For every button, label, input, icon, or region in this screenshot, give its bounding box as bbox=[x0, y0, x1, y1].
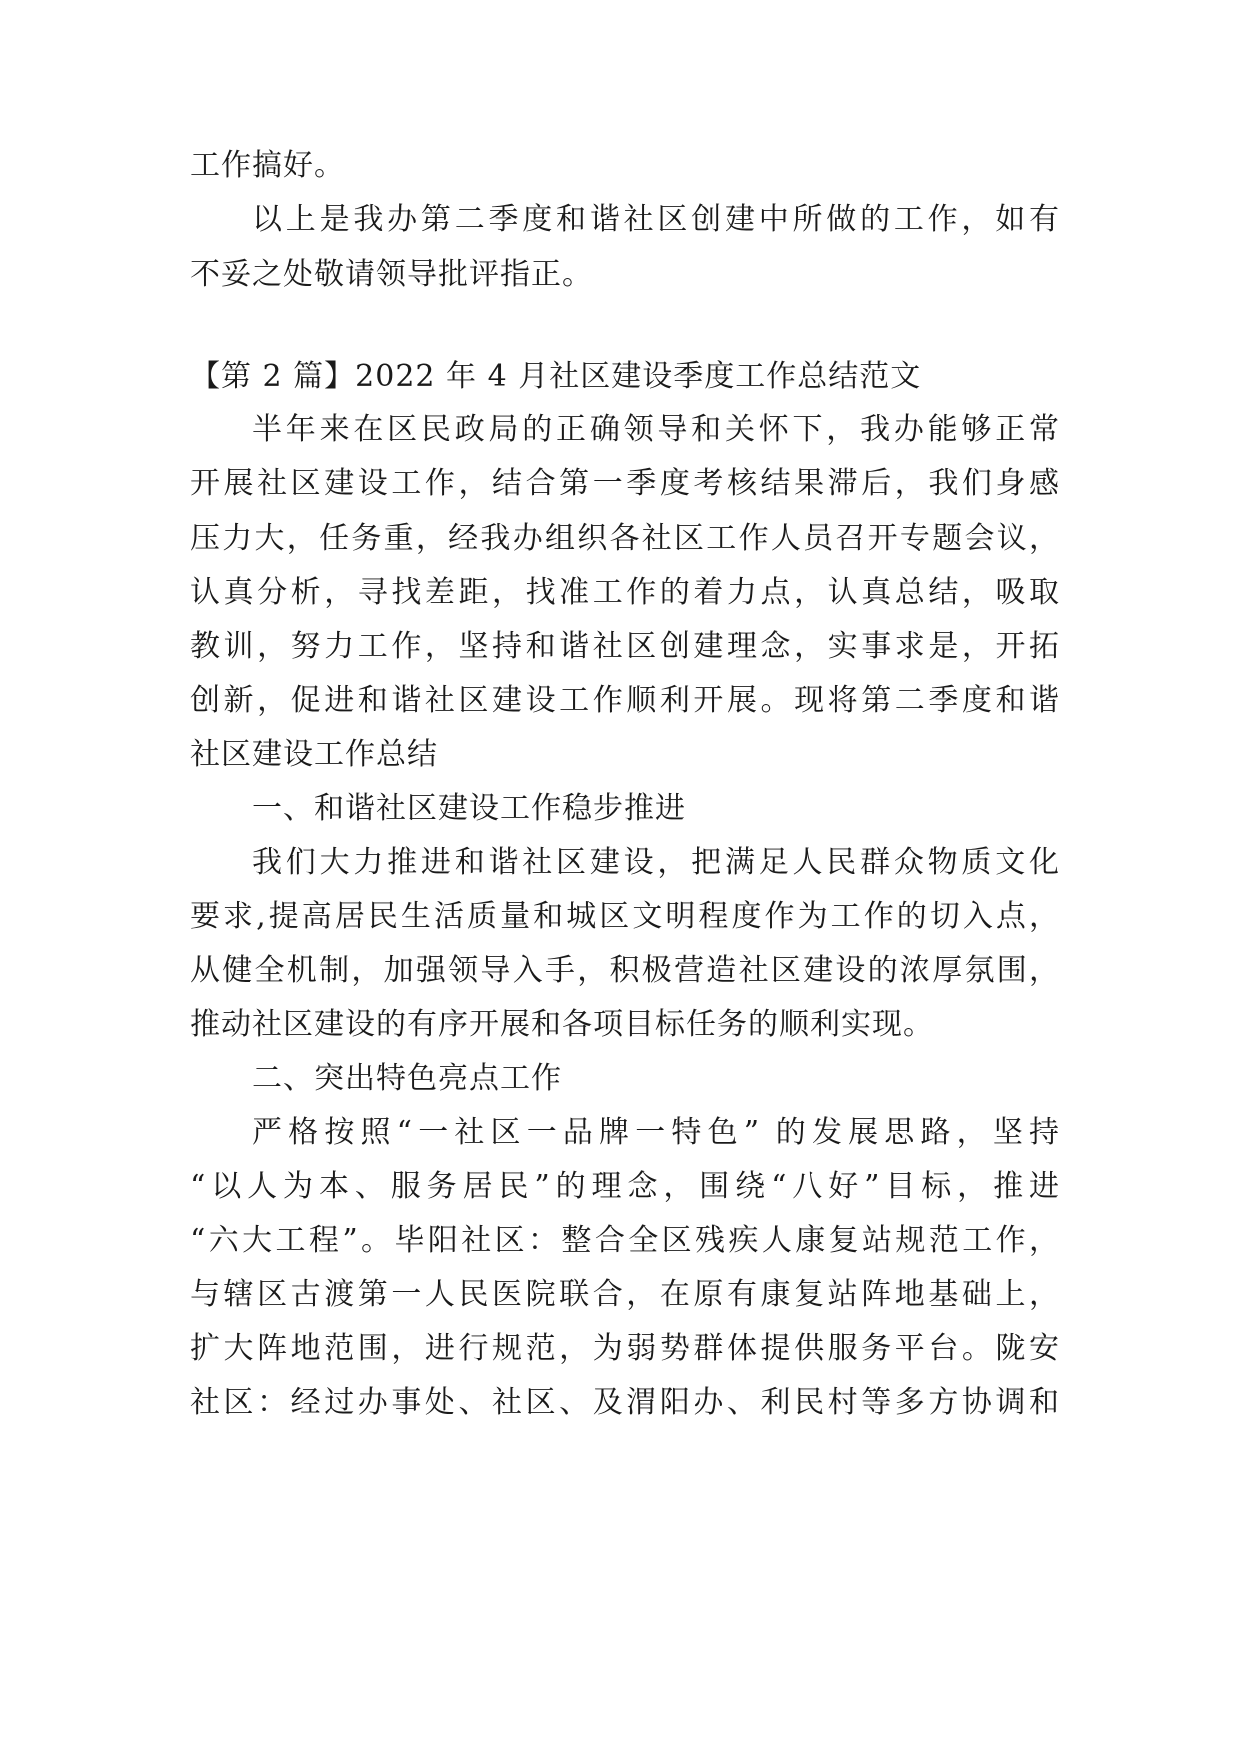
section-heading: 【第 2 篇】2022 年 4 月社区建设季度工作总结范文 bbox=[190, 359, 922, 394]
subsection-heading: 一、和谐社区建设工作稳步推进 bbox=[252, 791, 686, 826]
paragraph-line: 以上是我办第二季度和谐社区创建中所做的工作，如有 bbox=[252, 202, 1060, 237]
paragraph-line: 不妥之处敬请领导批评指正。 bbox=[190, 257, 593, 292]
paragraph-line: 压力大，任务重，经我办组织各社区工作人员召开专题会议， bbox=[190, 521, 1060, 556]
paragraph-line: 教训，努力工作，坚持和谐社区创建理念，实事求是，开拓 bbox=[190, 629, 1060, 664]
paragraph-line: 推动社区建设的有序开展和各项目标任务的顺利实现。 bbox=[190, 1007, 934, 1042]
paragraph-line: “六大工程”。毕阳社区：整合全区残疾人康复站规范工作， bbox=[190, 1223, 1060, 1258]
paragraph-line: 扩大阵地范围，进行规范，为弱势群体提供服务平台。陇安 bbox=[190, 1331, 1060, 1366]
paragraph-line: 社区建设工作总结 bbox=[190, 737, 438, 772]
paragraph-line: 要求,提高居民生活质量和城区文明程度作为工作的切入点， bbox=[190, 899, 1060, 934]
paragraph-line: 工作搞好。 bbox=[190, 148, 345, 183]
paragraph-line: 严格按照“一社区一品牌一特色” 的发展思路，坚持 bbox=[252, 1115, 1060, 1150]
paragraph-line: 我们大力推进和谐社区建设，把满足人民群众物质文化 bbox=[252, 845, 1060, 880]
paragraph-line: 创新，促进和谐社区建设工作顺利开展。现将第二季度和谐 bbox=[190, 683, 1060, 718]
paragraph-line: “以人为本、服务居民”的理念，围绕“八好”目标，推进 bbox=[190, 1169, 1060, 1204]
paragraph-line: 认真分析，寻找差距，找准工作的着力点，认真总结，吸取 bbox=[190, 575, 1060, 610]
paragraph-line: 社区：经过办事处、社区、及渭阳办、利民村等多方协调和 bbox=[190, 1385, 1060, 1420]
paragraph-line: 从健全机制，加强领导入手，积极营造社区建设的浓厚氛围， bbox=[190, 953, 1060, 988]
paragraph-line: 半年来在区民政局的正确领导和关怀下，我办能够正常 bbox=[252, 412, 1060, 447]
paragraph-line: 与辖区古渡第一人民医院联合，在原有康复站阵地基础上， bbox=[190, 1277, 1060, 1312]
paragraph-line: 开展社区建设工作，结合第一季度考核结果滞后，我们身感 bbox=[190, 466, 1060, 501]
subsection-heading: 二、突出特色亮点工作 bbox=[252, 1061, 562, 1096]
